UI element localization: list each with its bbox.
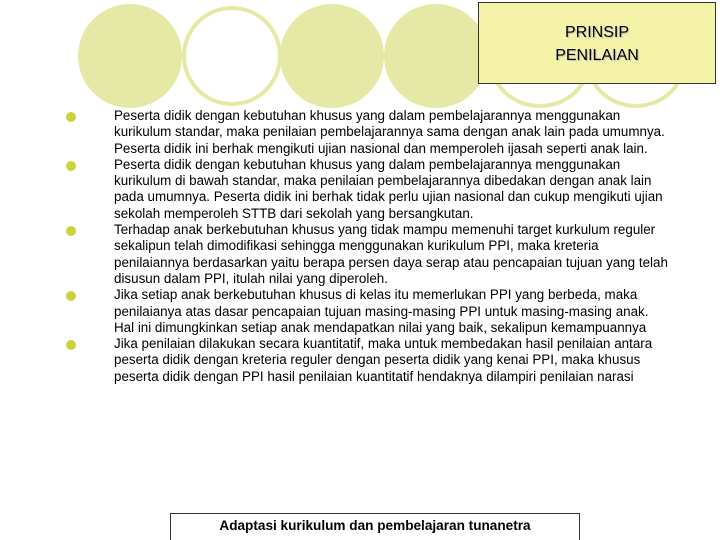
bullet-text: Peserta didik dengan kebutuhan khusus yang dalam pembelajarannya menggunakan kurikulum di bawah standar, maka penilaian pembelajarannya dibedakan dengan anak lain pada umumnya. Peserta didik ini berhak tidak perlu ujian nasional dan cukup mengikuti ujian sekolah memperoleh STTB dari sekolah yang bersangkutan. <box>114 156 663 221</box>
list-item <box>60 108 672 157</box>
title-box <box>478 2 716 84</box>
footer-caption: Adaptasi kurikulum dan pembelajaran tunanetra <box>170 513 580 540</box>
bullet-text: Terhadap anak berkebutuhan khusus yang tidak mampu memenuhi target kurkulum reguler sekalipun telah dimodifikasi sehingga menggunakan kurikulum PPI, maka kreteria penilaiannya berdasarkan yaitu berapa persen daya serap atau pencapaian tujuan yang telah disusun dalam PPI, itulah nilai yang diperoleh. <box>114 222 668 286</box>
list-item <box>60 336 672 385</box>
bullet-dot-icon <box>66 161 76 171</box>
decor-ring-1 <box>182 6 282 106</box>
decor-circle-2 <box>280 4 384 108</box>
bullet-dot-icon <box>66 291 76 301</box>
list-item <box>60 222 672 287</box>
title-line-2: PENILAIAN <box>555 47 639 64</box>
bullet-dot-icon <box>66 226 76 236</box>
title-line-1: PRINSIP <box>564 24 629 41</box>
bullet-text: Jika penilaian dilakukan secara kuantitatif, maka untuk membedakan hasil penilaian antara peserta didik dengan kreteria reguler dengan peserta didik yang kenai PPI, maka khusus peserta didik dengan PPI hasil penilaian kuantitatif hendaknya dilampiri penilaian narasi <box>114 336 653 384</box>
bullet-dot-icon <box>66 112 76 122</box>
bullet-text: Peserta didik dengan kebutuhan khusus yang dalam pembelajarannya menggunakan kurikulum standar, maka penilaian pembelajarannya sama dengan anak lain pada umumnya. Peserta didik ini berhak mengikuti ujian nasional dan memperoleh ijasah seperti anak lain. <box>114 108 665 156</box>
bullet-dot-icon <box>66 340 76 350</box>
list-item <box>60 287 672 336</box>
list-item <box>60 157 672 222</box>
bullet-text: Jika setiap anak berkebutuhan khusus di kelas itu memerlukan PPI yang berbeda, maka penilaianya atas dasar pencapaian tujuan masing-masing PPI untuk masing-masing anak. Hal ini dimungkinkan setiap anak mendapatkan nilai yang baik, sekalipun kemampuannya <box>114 287 649 335</box>
decor-circle-1 <box>78 4 182 108</box>
bullet-list <box>60 108 672 385</box>
decor-circle-3 <box>384 4 488 108</box>
